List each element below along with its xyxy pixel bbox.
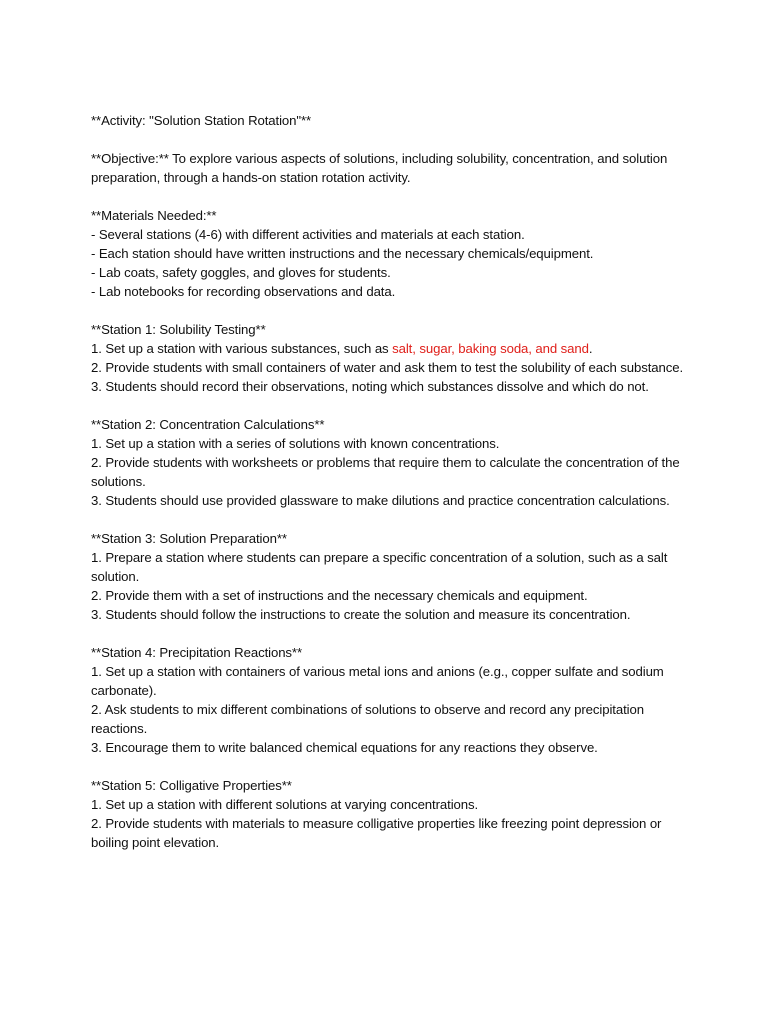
station-5-step-1: 1. Set up a station with different solutions at varying concentrations. — [91, 797, 479, 812]
station-3-step-2: 2. Provide them with a set of instructions and the necessary chemicals and equipment. — [91, 588, 588, 603]
objective-text: **Objective:** To explore various aspects of solutions, including solubility, concentration, and solution preparation, through a hands-on station rotation activity. — [91, 151, 668, 185]
station-2-step-3: 3. Students should use provided glassware to make dilutions and practice concentration calculations. — [91, 493, 670, 508]
step-text-end: . — [588, 341, 593, 356]
materials-item: - Lab notebooks for recording observations and data. — [91, 284, 396, 299]
station-3-block — [91, 529, 691, 624]
activity-title: **Activity: "Solution Station Rotation"** — [91, 113, 312, 128]
station-3-step-1: 1. Prepare a station where students can prepare a specific concentration of a solution, such as a salt solution. — [91, 550, 668, 584]
station-2-heading: **Station 2: Concentration Calculations** — [91, 417, 325, 432]
station-4-step-1: 1. Set up a station with containers of various metal ions and anions (e.g., copper sulfate and sodium carbonate). — [91, 664, 664, 698]
station-4-heading: **Station 4: Precipitation Reactions** — [91, 645, 302, 660]
materials-block — [91, 206, 691, 301]
station-1-block — [91, 320, 691, 396]
document-body — [91, 111, 691, 871]
station-3-heading: **Station 3: Solution Preparation** — [91, 531, 287, 546]
step-text: 1. Set up a station with various substances, such as — [91, 341, 393, 356]
station-1-step-1 — [91, 339, 691, 358]
station-1-step-2: 2. Provide students with small containers of water and ask them to test the solubility of each substance. — [91, 360, 684, 375]
materials-item: - Several stations (4-6) with different activities and materials at each station. — [91, 227, 525, 242]
station-4-block — [91, 643, 691, 757]
station-2-step-1: 1. Set up a station with a series of solutions with known concentrations. — [91, 436, 500, 451]
station-4-step-2: 2. Ask students to mix different combinations of solutions to observe and record any precipitation reactions. — [91, 702, 644, 736]
station-5-step-2: 2. Provide students with materials to measure colligative properties like freezing point depression or boiling point elevation. — [91, 816, 662, 850]
station-4-step-3: 3. Encourage them to write balanced chemical equations for any reactions they observe. — [91, 740, 598, 755]
station-3-step-3: 3. Students should follow the instructions to create the solution and measure its concentration. — [91, 607, 631, 622]
highlighted-substances: salt, sugar, baking soda, and sand — [392, 341, 589, 356]
station-2-step-2: 2. Provide students with worksheets or problems that require them to calculate the concentration of the solutions. — [91, 455, 680, 489]
activity-title-block — [91, 111, 691, 130]
station-5-heading: **Station 5: Colligative Properties** — [91, 778, 292, 793]
materials-item: - Lab coats, safety goggles, and gloves for students. — [91, 265, 391, 280]
station-5-block — [91, 776, 691, 852]
objective-block — [91, 149, 691, 187]
materials-heading: **Materials Needed:** — [91, 208, 217, 223]
materials-item: - Each station should have written instructions and the necessary chemicals/equipment. — [91, 246, 594, 261]
station-2-block — [91, 415, 691, 510]
station-1-step-3: 3. Students should record their observations, noting which substances dissolve and which do not. — [91, 379, 649, 394]
station-1-heading: **Station 1: Solubility Testing** — [91, 322, 266, 337]
